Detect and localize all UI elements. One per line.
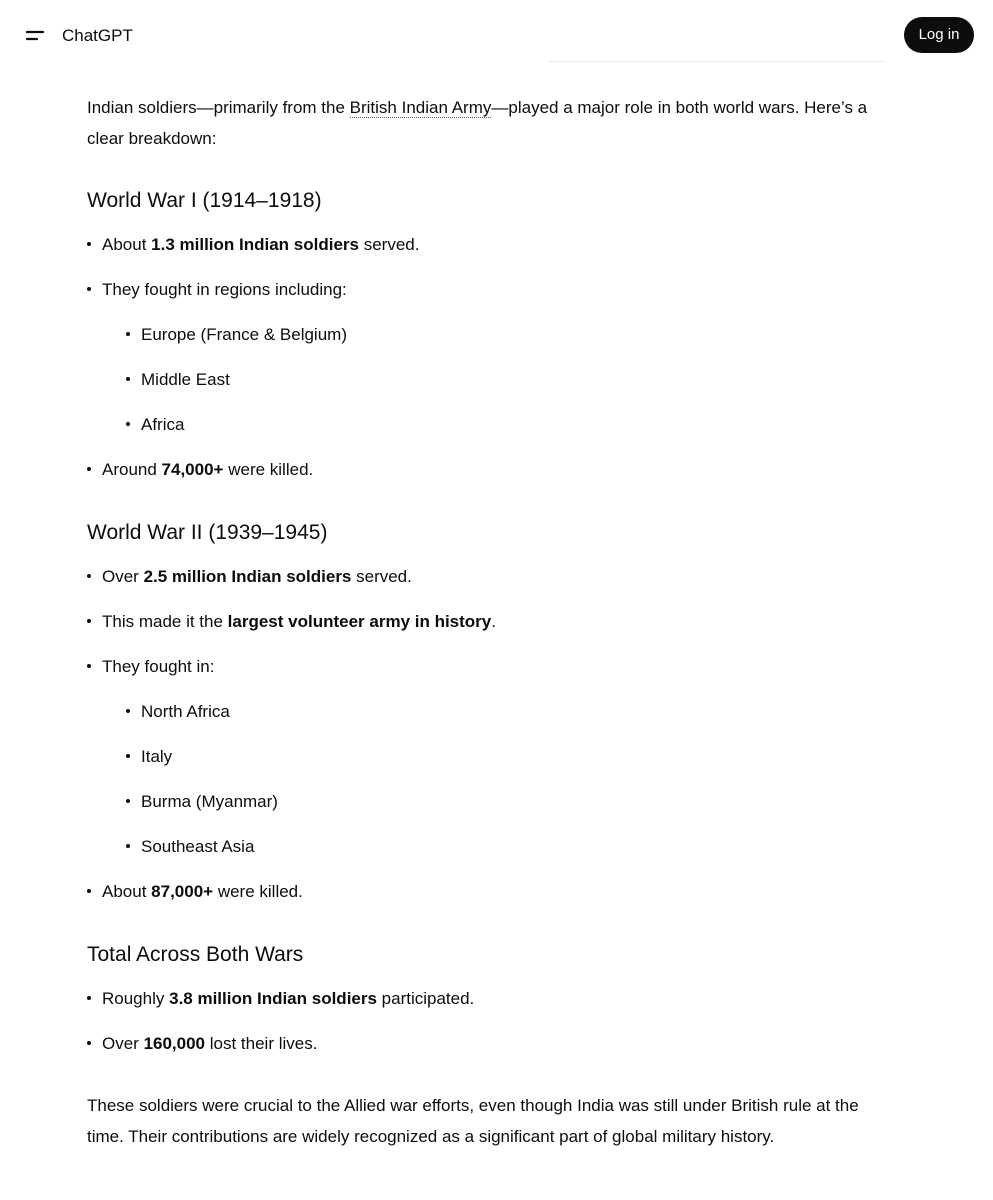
heading-total: Total Across Both Wars [87,943,304,966]
bullet-icon [126,799,130,803]
list-item: About 1.3 million Indian soldiers served. [87,229,887,260]
bullet-icon [126,332,130,336]
bullet-icon [126,844,130,848]
list-item: Italy [117,741,887,772]
list-item: Around 74,000+ were killed. [87,454,887,485]
list-item: This made it the largest volunteer army in history. [87,606,887,637]
list-item: Over 2.5 million Indian soldiers served. [87,561,887,592]
list-item: They fought in regions including: Europe (France & Belgium) Middle East Africa [87,274,887,440]
list-item: Europe (France & Belgium) [117,319,887,350]
ww1-list [87,229,887,485]
app-title[interactable]: ChatGPT [62,26,133,45]
bullet-icon [126,377,130,381]
ww1-regions-list [102,319,887,440]
list-item: Africa [117,409,887,440]
list-item: About 87,000+ were killed. [87,876,887,907]
list-item: Burma (Myanmar) [117,786,887,817]
top-bar [0,0,993,70]
bullet-icon [87,574,91,578]
bullet-icon [87,619,91,623]
closing-paragraph: These soldiers were crucial to the Allied war efforts, even though India was still under British rule at the time. Their contributions are widely recognized as a significant part of global military history. [87,1096,859,1146]
bullet-icon [87,889,91,893]
heading-ww2: World War II (1939–1945) [87,521,328,544]
list-item: Roughly 3.8 million Indian soldiers participated. [87,983,887,1014]
list-item: North Africa [117,696,887,727]
divider [548,61,886,62]
bullet-icon [126,422,130,426]
intro-text-cont: —played a major role in both world wars. Here’s a clear breakdown: [87,98,868,148]
heading-ww1: World War I (1914–1918) [87,189,322,212]
assistant-message [87,92,887,1152]
bullet-icon [87,996,91,1000]
list-item: They fought in: North Africa Italy Burma (Myanmar) Southeast Asia [87,651,887,862]
list-item: Over 160,000 lost their lives. [87,1028,887,1059]
bullet-icon [126,709,130,713]
bullet-icon [87,664,91,668]
bullet-icon [87,1041,91,1045]
british-indian-army-link[interactable]: British Indian Army [349,98,492,117]
intro-text: Indian soldiers—primarily from the [87,98,350,117]
bullet-icon [87,242,91,246]
ww2-regions-list [102,696,887,862]
intro-paragraph [87,92,887,154]
login-button[interactable]: Log in [904,17,974,53]
bullet-icon [87,467,91,471]
ww2-list [87,561,887,907]
list-item: Southeast Asia [117,831,887,862]
sidebar-menu-icon[interactable] [22,22,50,50]
bullet-icon [126,754,130,758]
bullet-icon [87,287,91,291]
list-item: Middle East [117,364,887,395]
total-list [87,983,887,1059]
